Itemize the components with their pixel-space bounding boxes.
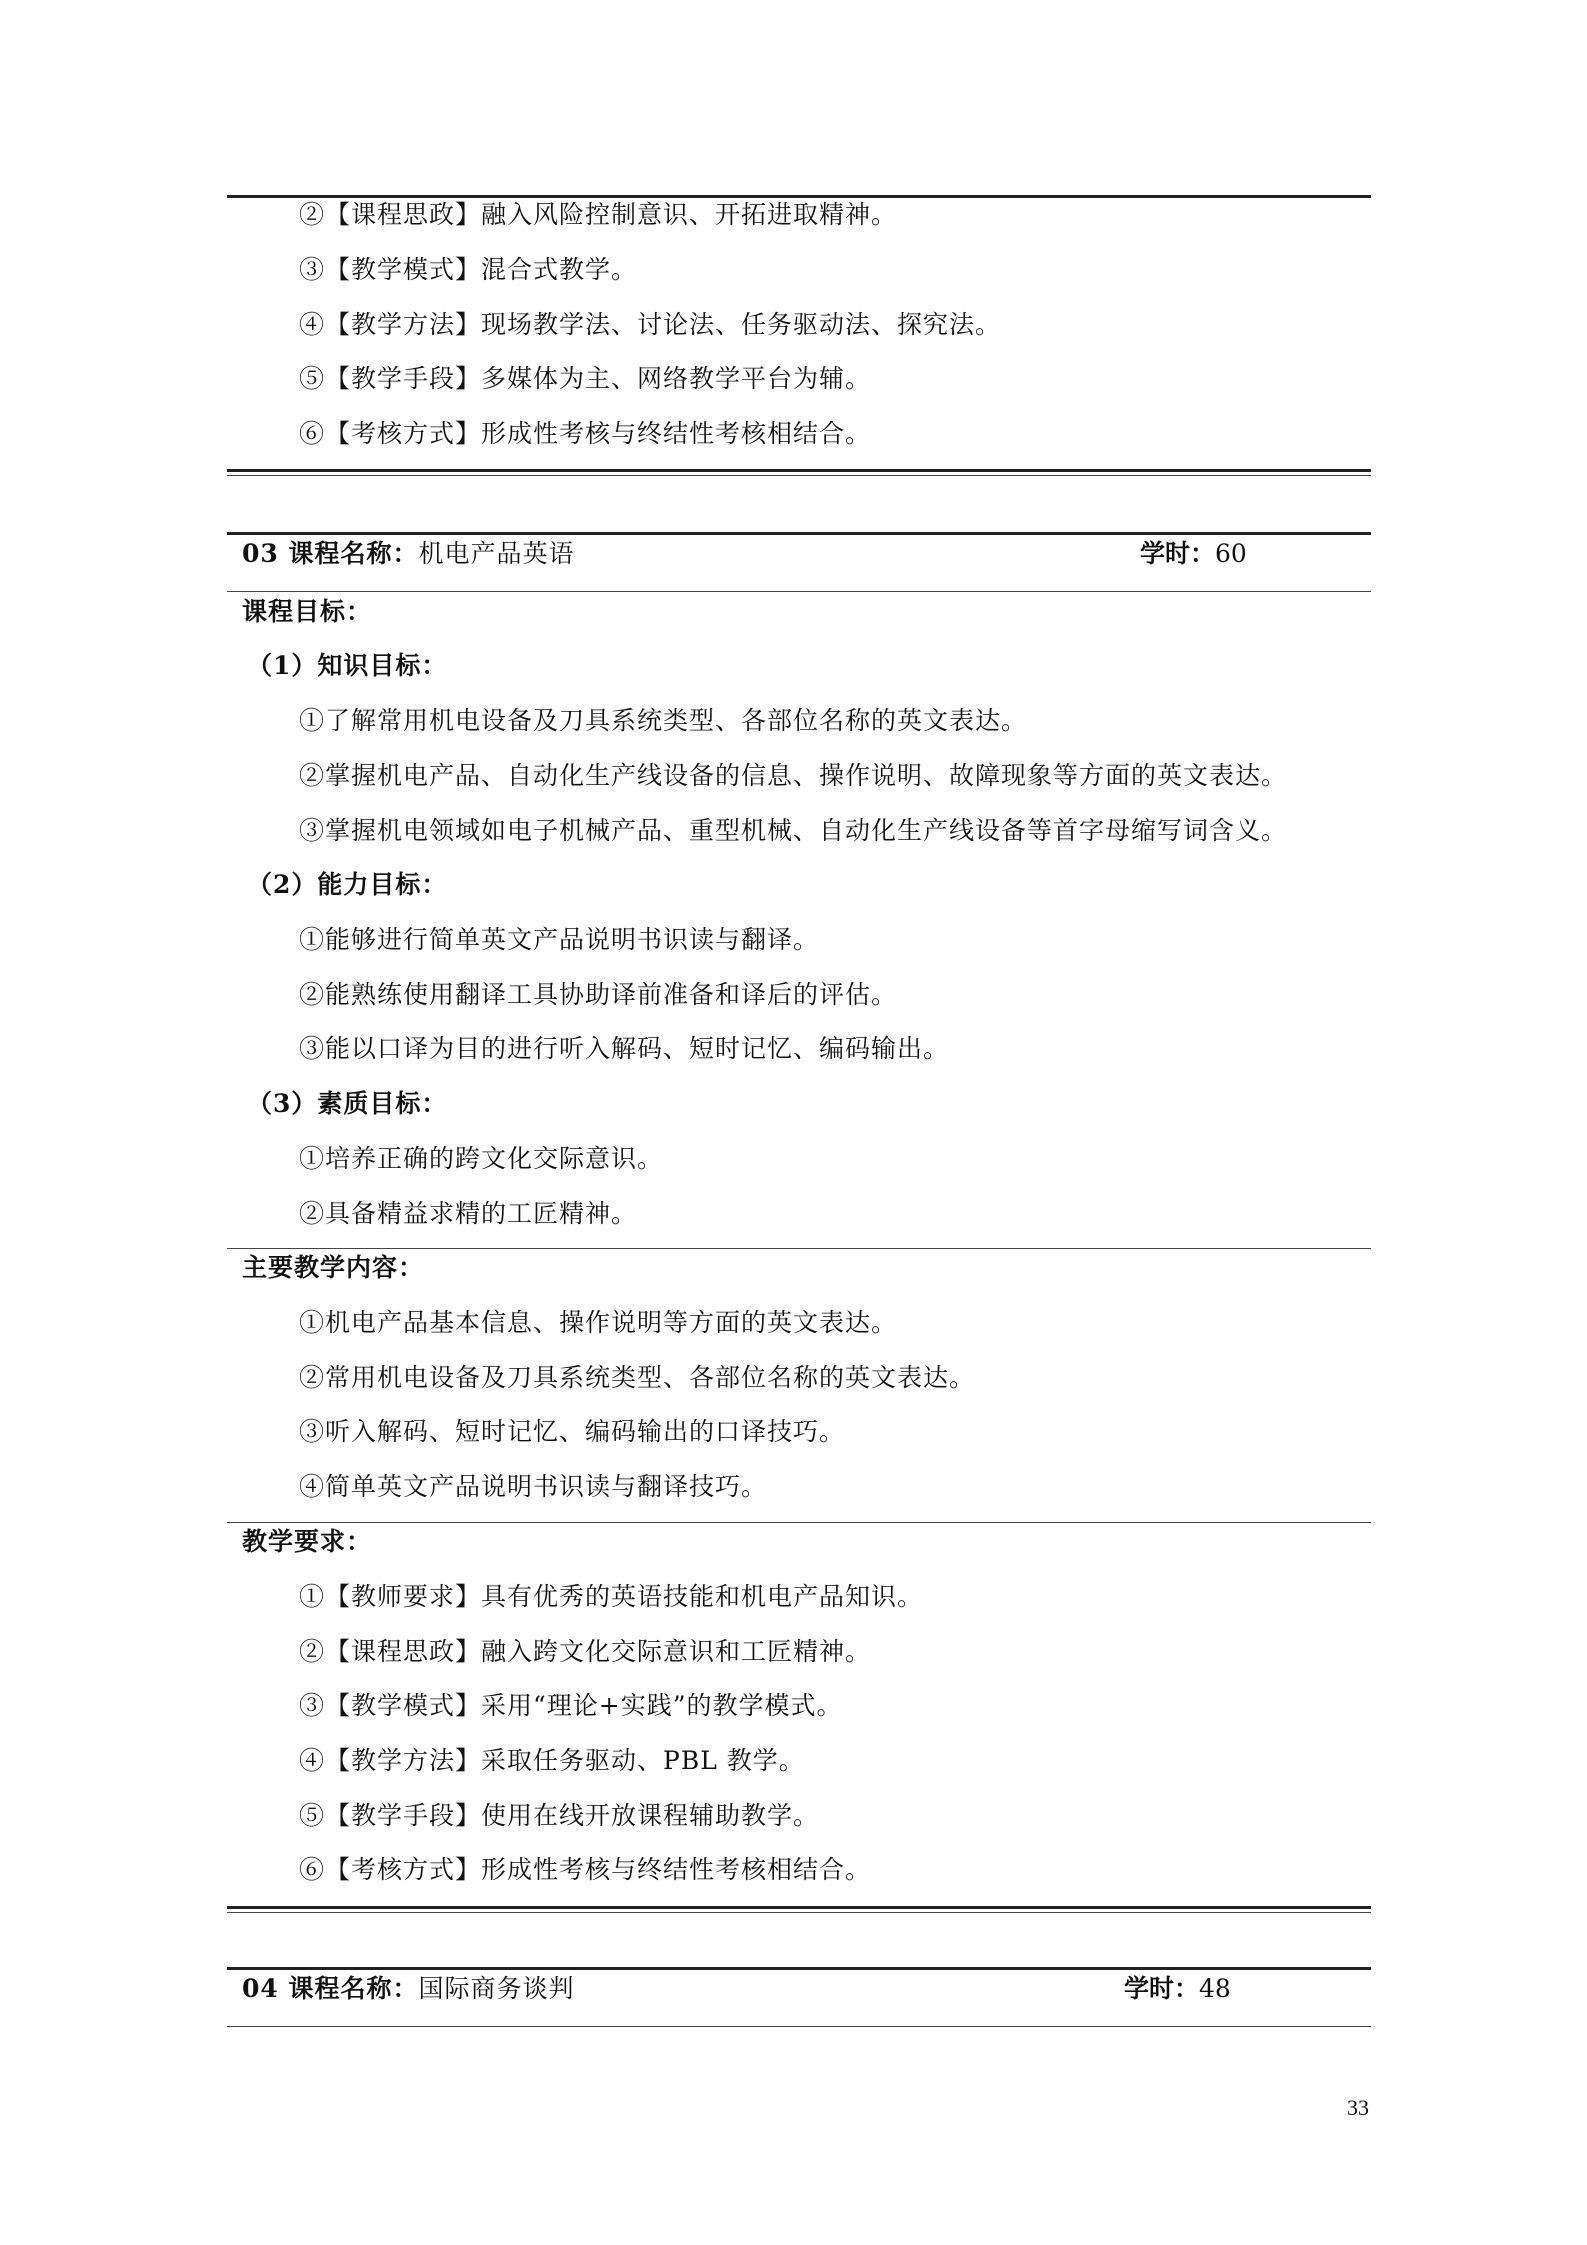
requirements-heading: 教学要求： xyxy=(242,1527,373,1556)
requirement-item: ④【教学方法】现场教学法、讨论法、任务驱动法、探究法。 xyxy=(299,310,1002,339)
requirement-item: ④【教学方法】采取任务驱动、PBL 教学。 xyxy=(299,1746,805,1775)
requirement-item: ③【教学模式】混合式教学。 xyxy=(299,255,638,284)
content-item: ③听入解码、短时记忆、编码输出的口译技巧。 xyxy=(299,1417,846,1446)
course-hours xyxy=(1124,1974,1231,2004)
course-hours xyxy=(1140,539,1247,569)
hours-value: 60 xyxy=(1215,539,1247,568)
course-name: 机电产品英语 xyxy=(418,539,575,568)
knowledge-item: ③掌握机电领域如电子机械产品、重型机械、自动化生产线设备等首字母缩写词含义。 xyxy=(299,816,1288,845)
table-rule xyxy=(227,1967,1371,1970)
table-rule xyxy=(227,1906,1371,1909)
course-name: 国际商务谈判 xyxy=(418,1974,575,2003)
course-name-row xyxy=(242,1974,575,2004)
knowledge-heading: （1）知识目标： xyxy=(247,651,448,680)
content-item: ②常用机电设备及刀具系统类型、各部位名称的英文表达。 xyxy=(299,1363,976,1392)
ability-heading: （2）能力目标： xyxy=(247,870,448,899)
course-name-label: 04 课程名称： xyxy=(242,1974,419,2003)
requirement-item: ⑤【教学手段】多媒体为主、网络教学平台为辅。 xyxy=(299,364,872,393)
hours-label: 学时： xyxy=(1140,539,1216,568)
requirement-item: ②【课程思政】融入风险控制意识、开拓进取精神。 xyxy=(299,200,898,229)
content-item: ④简单英文产品说明书识读与翻译技巧。 xyxy=(299,1472,768,1501)
requirement-item: ③【教学模式】采用“理论+实践”的教学模式。 xyxy=(299,1691,843,1720)
knowledge-item: ①了解常用机电设备及刀具系统类型、各部位名称的英文表达。 xyxy=(299,706,1028,735)
table-rule xyxy=(227,1522,1371,1523)
table-rule xyxy=(227,591,1371,592)
table-rule xyxy=(227,469,1371,472)
ability-item: ①能够进行简单英文产品说明书识读与翻译。 xyxy=(299,925,820,954)
hours-value: 48 xyxy=(1199,1974,1231,2003)
hours-label: 学时： xyxy=(1124,1974,1200,2003)
table-rule xyxy=(227,195,1371,198)
content-heading: 主要教学内容： xyxy=(242,1253,425,1282)
table-rule xyxy=(227,532,1371,535)
goals-heading: 课程目标： xyxy=(242,597,373,626)
requirement-item: ⑥【考核方式】形成性考核与终结性考核相结合。 xyxy=(299,1855,872,1884)
course-name-label: 03 课程名称： xyxy=(242,539,419,568)
table-rule xyxy=(227,1248,1371,1249)
table-rule xyxy=(227,2026,1371,2027)
quality-item: ②具备精益求精的工匠精神。 xyxy=(299,1199,638,1228)
content-item: ①机电产品基本信息、操作说明等方面的英文表达。 xyxy=(299,1308,898,1337)
quality-heading: （3）素质目标： xyxy=(247,1089,448,1118)
knowledge-item: ②掌握机电产品、自动化生产线设备的信息、操作说明、故障现象等方面的英文表达。 xyxy=(299,761,1288,790)
ability-item: ②能熟练使用翻译工具协助译前准备和译后的评估。 xyxy=(299,980,898,1009)
requirement-item: ⑥【考核方式】形成性考核与终结性考核相结合。 xyxy=(299,419,872,448)
table-rule xyxy=(227,475,1371,476)
page-number: 33 xyxy=(1347,2095,1369,2120)
ability-item: ③能以口译为目的进行听入解码、短时记忆、编码输出。 xyxy=(299,1034,950,1063)
table-rule xyxy=(227,1912,1371,1913)
requirement-item: ②【课程思政】融入跨文化交际意识和工匠精神。 xyxy=(299,1637,872,1666)
quality-item: ①培养正确的跨文化交际意识。 xyxy=(299,1144,664,1173)
requirement-item: ①【教师要求】具有优秀的英语技能和机电产品知识。 xyxy=(299,1582,924,1611)
course-name-row xyxy=(242,539,575,569)
requirement-item: ⑤【教学手段】使用在线开放课程辅助教学。 xyxy=(299,1801,820,1830)
